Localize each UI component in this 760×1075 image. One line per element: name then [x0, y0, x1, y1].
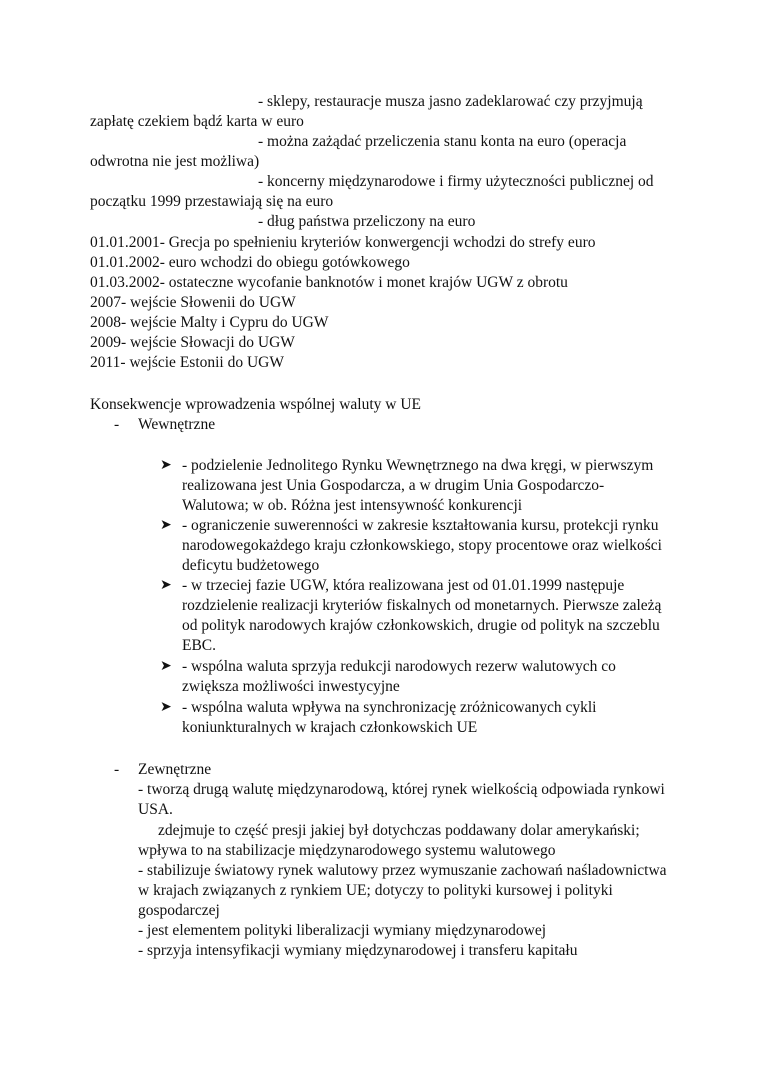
bullet-line: - wspólna waluta wpływa na synchronizację zróżnicowanych cykli	[182, 699, 597, 716]
bullet-line: - podzielenie Jednolitego Rynku Wewnętrznego na dwa kręgi, w pierwszym	[182, 457, 654, 474]
bullet-line: - w trzeciej fazie UGW, która realizowana jest od 01.01.1999 następuje	[182, 577, 625, 594]
bullet-line: rozdzielenie realizacji kryteriów fiskalnych od monetarnych. Pierwsze zależą	[182, 597, 662, 614]
external-line: gospodarczej	[138, 902, 220, 919]
arrow-bullet-icon: ➤	[160, 518, 172, 533]
intro-line: - dług państwa przeliczony na euro	[258, 213, 476, 230]
arrow-bullet-icon: ➤	[160, 659, 172, 674]
timeline-entry: 2008- wejście Malty i Cypru do UGW	[90, 314, 329, 331]
intro-line: zapłatę czekiem bądź karta w euro	[90, 113, 304, 130]
intro-line: - koncerny międzynarodowe i firmy użyteczności publicznej od	[258, 173, 654, 190]
bullet-line: - wspólna waluta sprzyja redukcji narodowych rezerw walutowych co	[182, 658, 616, 675]
timeline-entry: 2011- wejście Estonii do UGW	[90, 354, 284, 371]
bullet-line: od polityk narodowych krajów członkowskich, drugie od polityk na szczeblu	[182, 617, 660, 634]
internal-dash: -	[114, 416, 120, 433]
arrow-bullet-icon: ➤	[160, 578, 172, 593]
external-line: USA.	[138, 801, 173, 818]
timeline-entry: 2007- wejście Słowenii do UGW	[90, 294, 296, 311]
bullet-line: zwiększa możliwości inwestycyjne	[182, 678, 400, 695]
timeline-entry: 01.03.2002- ostateczne wycofanie banknotów i monet krajów UGW z obrotu	[90, 274, 568, 291]
external-line: - sprzyja intensyfikacji wymiany międzynarodowej i transferu kapitału	[138, 942, 578, 959]
timeline-entry: 01.01.2002- euro wchodzi do obiegu gotówkowego	[90, 254, 410, 271]
bullet-line: realizowana jest Unia Gospodarcza, a w drugim Unia Gospodarczo-	[182, 477, 605, 494]
intro-line: - sklepy, restauracje musza jasno zadeklarować czy przyjmują	[258, 93, 643, 110]
bullet-line: deficytu budżetowego	[182, 557, 320, 574]
external-line: w krajach związanych z rynkiem UE; dotyczy to polityki kursowej i polityki	[138, 882, 613, 899]
external-line: wpływa to na stabilizacje międzynarodowego systemu walutowego	[138, 842, 556, 859]
bullet-line: EBC.	[182, 637, 217, 654]
external-line: - jest elementem polityki liberalizacji wymiany międzynarodowej	[138, 922, 547, 939]
intro-line: odwrotna nie jest możliwa)	[90, 153, 260, 170]
intro-line: początku 1999 przestawiają się na euro	[90, 193, 334, 210]
timeline-entry: 01.01.2001- Grecja po spełnieniu kryteriów konwergencji wchodzi do strefy euro	[90, 234, 596, 251]
bullet-line: koniunkturalnych w krajach członkowskich UE	[182, 719, 478, 736]
external-line: - stabilizuje światowy rynek walutowy przez wymuszanie zachowań naśladownictwa	[138, 862, 667, 879]
external-label: Zewnętrzne	[138, 761, 212, 778]
bullet-line: - ograniczenie suwerenności w zakresie kształtowania kursu, protekcji rynku	[182, 517, 659, 534]
arrow-bullet-icon: ➤	[160, 700, 172, 715]
bullet-line: Walutowa; w ob. Różna jest intensywność konkurencji	[182, 497, 523, 514]
arrow-bullet-icon: ➤	[160, 458, 172, 473]
bullet-line: narodowegokażdego kraju członkowskiego, stopy procentowe oraz wielkości	[182, 537, 662, 554]
external-line: - tworzą drugą walutę międzynarodową, której rynek wielkością odpowiada rynkowi	[138, 781, 665, 798]
timeline-entry: 2009- wejście Słowacji do UGW	[90, 334, 295, 351]
external-dash: -	[114, 761, 120, 778]
section-heading: Konsekwencje wprowadzenia wspólnej waluty w UE	[90, 396, 422, 413]
external-line: zdejmuje to część presji jakiej był dotychczas poddawany dolar amerykański;	[158, 822, 640, 839]
intro-line: - można zażądać przeliczenia stanu konta na euro (operacja	[258, 133, 627, 150]
internal-label: Wewnętrzne	[138, 416, 216, 433]
